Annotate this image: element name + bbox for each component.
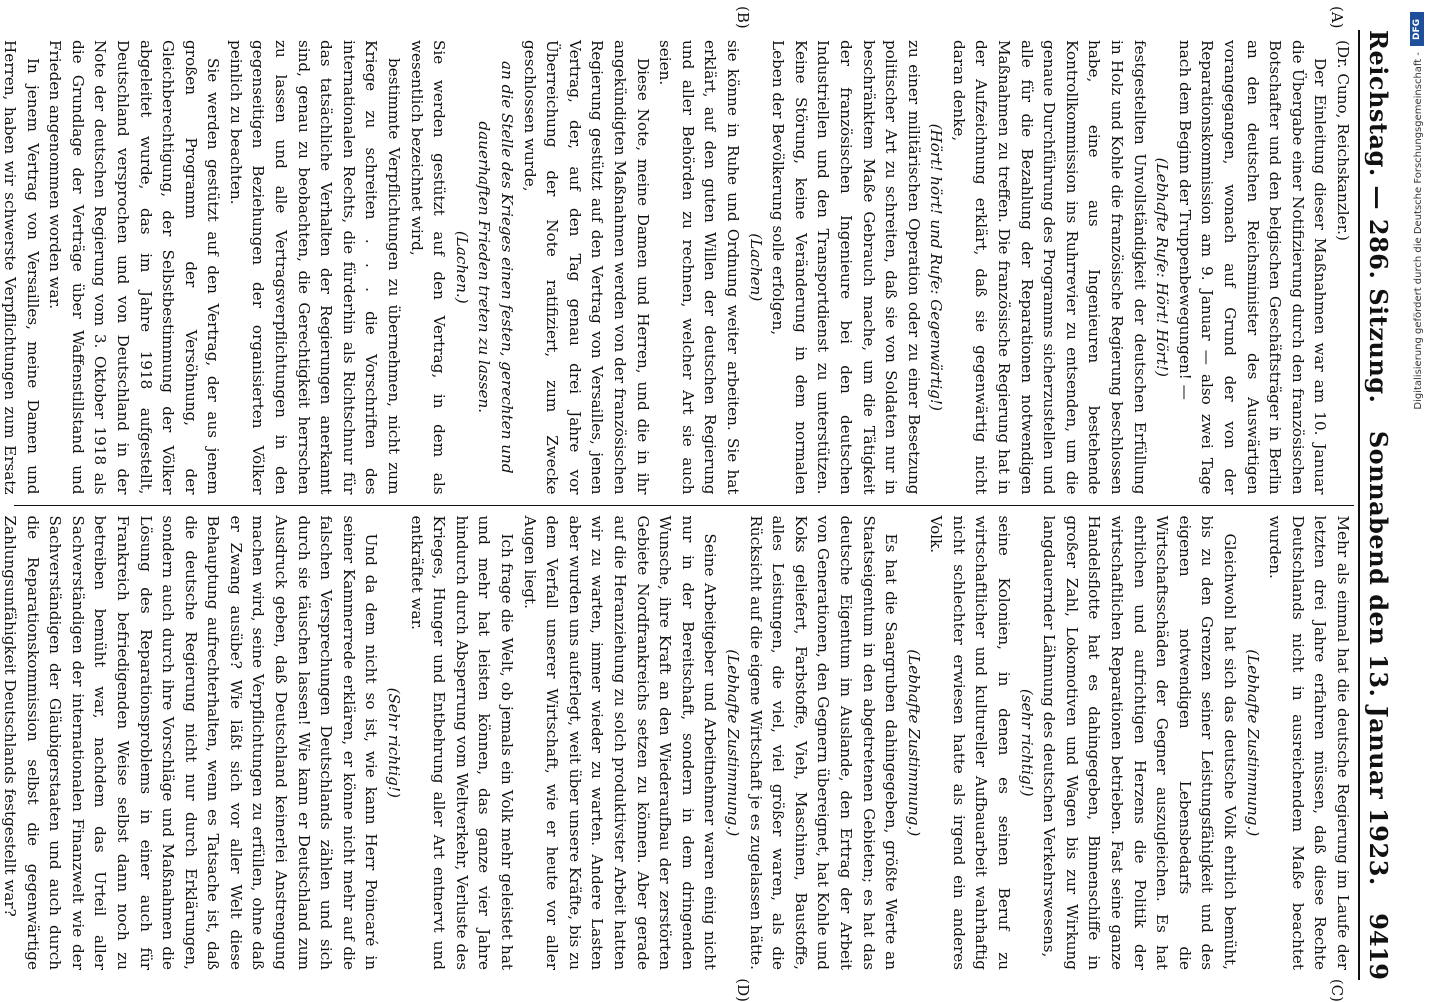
left-column bbox=[0, 6, 1354, 505]
marker-c: (C) bbox=[1328, 978, 1346, 1002]
left-column-paragraph: (Dr. Cuno, Reichskanzler.) bbox=[1334, 40, 1352, 241]
page-number: 9419 bbox=[1364, 913, 1393, 980]
left-column-paragraph: Sie werden gestützt auf den Vertrag, der aus jenem großen Programm der Versöhnung, der Gleichberechtigung, der Selbstbestimmung der Völker abgeleitet wurde, das im Jahre 1918 aufgestellt, Deutschland versprochen und von Deutschland in der Note der deutschen Regierung vom 3. Oktober 1918 als die Grundlage der Verträge über Waffenstillstand und Frieden angenommen worden war. bbox=[46, 40, 223, 495]
right-column-paragraph: (Sehr richtig!) bbox=[385, 687, 404, 798]
right-column bbox=[0, 505, 1354, 1002]
right-column-paragraph: seine Kolonien, in denen es seinen Beruf zu wirtschaftlicher und kultureller Aufbauarbeit wahrhaftig nicht schlechter erwiesen hatte als irgend ein anderes Volk. bbox=[927, 515, 1014, 970]
left-column-paragraph: bestimmte Verpflichtungen zu übernehmen, nicht zum Kriege zu schreiten . . . die Vorschriften des internationalen Rechts, die fürderhin als Richtschnur für das tatsächliche Verhalten der Regierungen anerkannt sind, genau zu beobachten, die Gerechtigkeit herrschen zu lassen und alle Vertragsverpflichtungen in den gegenseitigen Beziehungen der organisierten Völker peinlich zu beachten. bbox=[226, 40, 404, 495]
right-column-paragraph: Gleichwohl hat sich das deutsche Volk ehrlich bemüht, bis zu den Grenzen seiner Leistungsfähigkeit und des eigenen notwendigen Lebensbedarfs die Wirtschaftsschäden der Gegner auszugleichen. Es hat ehrlichen und aufrichtigen Herzens die Politik der wirtschaftlichen Reparationen betrieben. Fast seine ganze Handelsflotte hat es dahingegeben, Binnenschiffe in großer Zahl, Lokomotiven und Wagen bis zur Wirkung langdauernder Lähmung des deutschen Verkehrswesens, bbox=[1040, 515, 1240, 970]
watermark-text: Digitalisierung gefördert durch die Deutsche Forschungsgemeinschaft - bbox=[1413, 52, 1424, 410]
marker-d: (D) bbox=[734, 978, 752, 1002]
header-date: Sonnabend den 13. Januar 1923. bbox=[1364, 430, 1393, 886]
right-column-paragraph: (Lebhafte Zustimmung.) bbox=[723, 649, 742, 837]
left-column-paragraph: Sie werden gestützt auf den Vertrag, in dem als wesentlich bezeichnet wird, bbox=[407, 40, 449, 495]
marker-a: (A) bbox=[1328, 6, 1346, 29]
right-column-paragraph: Ich frage die Welt, ob jemals ein Volk mehr geleistet hat und mehr hat leisten können, das ganze vier Jahre hindurch durch Absperrung vom Weltverkehr, Verluste des Krieges, Hunger und Entbehrung aller Art entnervt und entkräftet war. bbox=[407, 515, 517, 970]
text-columns bbox=[0, 6, 1354, 1002]
left-column-paragraph: festgestellten Unvollständigkeit der deutschen Erfüllung in Holz und Kohle die französische Regierung beschlossen habe, eine aus Ingenieuren bestehende Kontrollkommission ins Ruhrrevier zu entsenden, um die genaue Durchführung des Programms sicherzustellen und alle für die Bezahlung der Reparationen notwendigen Maßnahmen zu treffen. Die französische Regierung hat in der Aufzeichnung erklärt, daß sie gegenwärtig nicht daran denke, bbox=[949, 40, 1149, 495]
left-column-paragraph: an die Stelle des Krieges einen festen, gerechten und dauerhaften Frieden treten zu lassen. bbox=[475, 60, 517, 474]
page-header bbox=[1358, 30, 1398, 980]
right-column-paragraph: (Lebhafte Zustimmung.) bbox=[904, 649, 923, 837]
left-column-paragraph: (Lebhafte Rufe: Hört! Hört!) bbox=[1153, 157, 1172, 377]
watermark-strip bbox=[1412, 4, 1430, 1000]
header-left: Reichstag. — 286. Sitzung. bbox=[1364, 30, 1393, 404]
left-column-paragraph: (Lachen.) bbox=[452, 230, 471, 304]
left-column-paragraph: (Lachen) bbox=[746, 233, 765, 302]
left-column-paragraph: (Hört! hört! und Rufe: Gegenwärtig!) bbox=[927, 123, 946, 411]
left-column-paragraph: In jenem Vertrag von Versailles, meine Damen und Herren, haben wir schwerste Verpflichtungen zum Ersatz bbox=[0, 40, 42, 495]
right-column-paragraph: Seine Arbeitgeber und Arbeitnehmer waren einig nicht nur in der Bereitschaft, sondern in dem dringenden Wunsche, ihre Kraft an den Wiederaufbau der zerstörten Gebiete Nordfrankreichs setzen zu können. Aber gerade auf die Heranziehung zu solch produktivster Arbeit hatten wir zu warten, immer wieder zu warten. Andere Lasten aber wurden uns auferlegt, weit über unsere Kräfte, bis zu dem Verfall unserer Wirtschaft, wie er heute vor aller Augen liegt. bbox=[520, 515, 720, 970]
right-column-paragraph: Mehr als einmal hat die deutsche Regierung im Laufe der letzten drei Jahre erfahren müssen, daß diese Rechte Deutschlands nicht in ausreichendem Maße beachtet wurden. bbox=[1266, 515, 1352, 970]
marker-b: (B) bbox=[734, 6, 752, 29]
dfg-logo: DFG bbox=[1410, 12, 1424, 46]
left-column-paragraph: Der Einleitung dieser Maßnahmen war am 10. Januar die Übergabe einer Notifizierung durch den französischen Botschafter und den belgischen Geschäftsträger in Berlin an den deutschen Reichsminister des Auswärtigen vorangegangen, wonach auf Grund der von der Reparationskommission am 9. Januar — also zwei Tage nach dem Beginn der Truppenbewegungen! — bbox=[1175, 40, 1330, 495]
left-column-paragraph: Diese Note, meine Damen und Herren, und die in ihr angekündigten Maßnahmen werden von der französischen Regierung gestützt auf den Vertrag von Versailles, jenen Vertrag, der, auf den Tag genau drei Jahre vor Überreichung der Note ratifiziert, zum Zwecke geschlossen wurde, bbox=[520, 40, 652, 495]
left-column-paragraph: sie könne in Ruhe und Ordnung weiter arbeiten. Sie hat erklärt, auf den guten Willen der deutschen Regierung und aller Behörden zu rechnen, welcher Art sie auch seien. bbox=[656, 40, 742, 495]
right-column-paragraph: Und da dem nicht so ist, wie kann Herr Poincaré in seiner Kammerrede erklären, er könne nicht mehr auf die falschen Versprechungen Deutschlands zählen und sich durch sie täuschen lassen! Wie kann er Deutschland zum Ausdruck geben, daß Deutschland keinerlei Anstrengung machen wird, seine Verpflichtungen zu erfüllen, ohne daß er Zwang ausübe? Wie läßt sich vor aller Welt diese Behauptung aufrechterhalten, wenn es Tatsache ist, daß die deutsche Regierung nicht nur durch Erklärungen, sondern auch durch ihre Vorschläge und Maßnahmen die Lösung des Reparationsproblems in einer auch für Frankreich befriedigenden Weise selbst dann noch zu betreiben bemüht war, nachdem das Urteil aller Sachverständigen der internationalen Finanzwelt wie der Sachverständigen der Gläubigerstaaten und auch durch die Reparationskommission selbst die gegenwärtige Zahlungsunfähigkeit Deutschlands festgestellt war? bbox=[0, 515, 381, 970]
right-column-paragraph: (Lebhafte Zustimmung.) bbox=[1243, 649, 1262, 837]
left-column-paragraph: zu einer militärischen Operation oder zu einer Besetzung politischer Art zu schreiten, daß sie von Soldaten nur in beschränktem Maße Gebrauch mache, um die Tätigkeit der französischen Ingenieure bei den deutschen Industriellen und den Transportdienst zu unterstützen. Keine Störung, keine Veränderung in dem normalen Leben der Bevölkerung solle erfolgen, bbox=[769, 40, 923, 495]
right-column-paragraph: Es hat die Saargruben dahingegeben, größte Werte an Staatseigentum in den abgetretenen Gebieten; es hat das deutsche Eigentum im Auslande, den Ertrag der Arbeit von Generationen, den Gegnern übereignet, hat Kohle und Koks geliefert, Farbstoffe, Vieh, Maschinen, Baustoffe, alles Leistungen, die viel, viel größer waren, als die Rücksicht auf die eigene Wirtschaft je es zugelassen hätte. bbox=[746, 515, 901, 970]
right-column-paragraph: (sehr richtig!) bbox=[1017, 688, 1036, 797]
